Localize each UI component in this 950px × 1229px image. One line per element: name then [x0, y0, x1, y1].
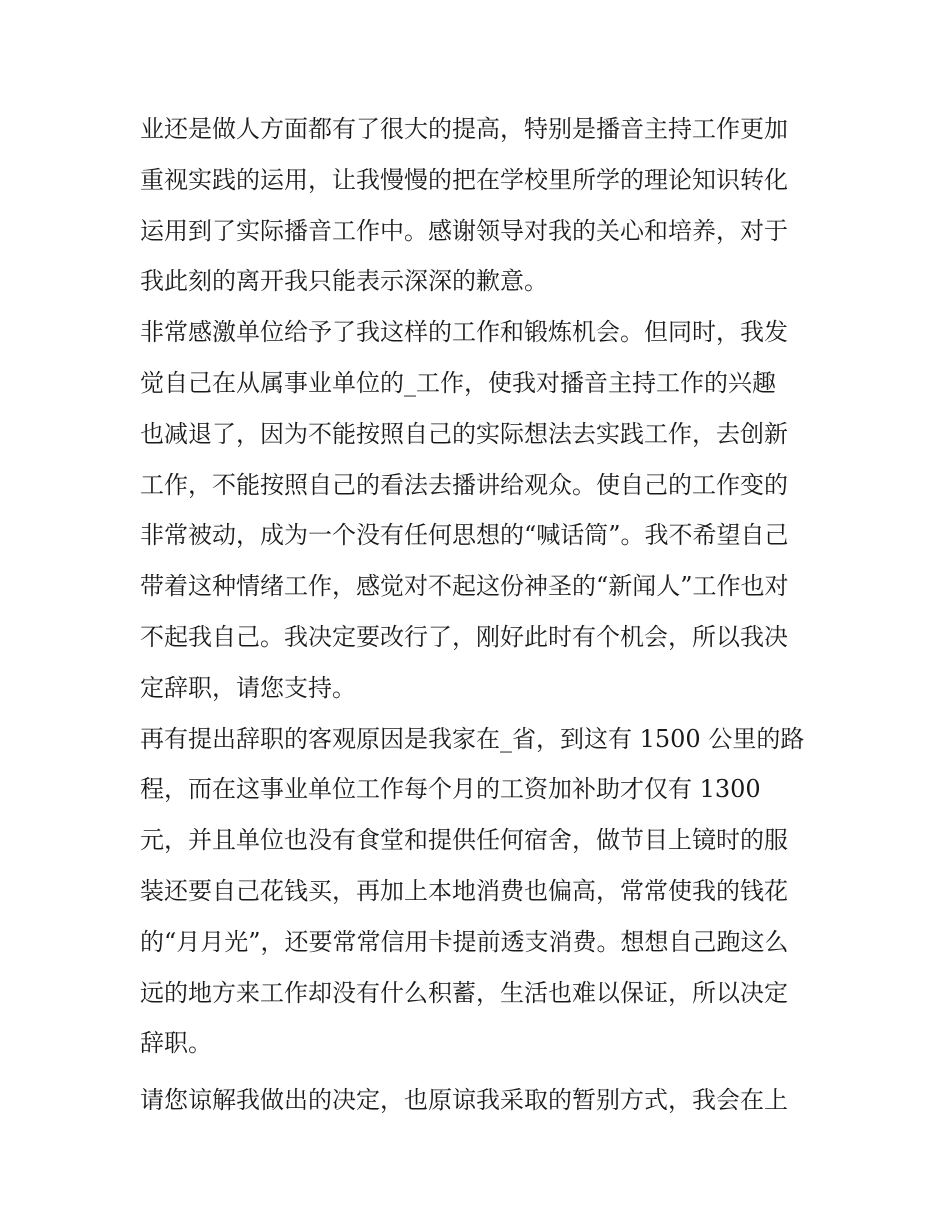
- text-line: 装还要自己花钱买，再加上本地消费也偏高，常常使我的钱花: [140, 876, 788, 905]
- text-line: 我此刻的离开我只能表示深深的歉意。: [140, 267, 548, 296]
- text-line: 非常感激单位给予了我这样的工作和锻炼机会。但同时，我发: [140, 318, 788, 347]
- text-line: 觉自己在从属事业单位的_工作，使我对播音主持工作的兴趣: [140, 368, 776, 397]
- paragraph-4: [140, 1075, 820, 1126]
- text-line: 工作，不能按照自己的看法去播讲给观众。使自己的工作变的: [140, 470, 788, 499]
- paragraph-2: [140, 307, 820, 713]
- text-line: 程，而在这事业单位工作每个月的工资加补助才仅有 1300: [140, 775, 761, 804]
- text-line: 定辞职，请您支持。: [140, 673, 356, 702]
- paragraph-3: [140, 714, 820, 1070]
- paragraph-1: [140, 104, 820, 307]
- text-line: 辞职。: [140, 1029, 212, 1058]
- text-line: 重视实践的运用，让我慢慢的把在学校里所学的理论知识转化: [140, 165, 788, 194]
- text-line: 业还是做人方面都有了很大的提高，特别是播音主持工作更加: [140, 115, 788, 143]
- text-line: 请您谅解我做出的决定，也原谅我采取的暂别方式，我会在上: [140, 1086, 788, 1115]
- document-body: [140, 104, 820, 1126]
- text-line: 再有提出辞职的客观原因是我家在_省，到这有 1500 公里的路: [140, 724, 805, 753]
- text-line: 元，并且单位也没有食堂和提供任何宿舍，做节目上镜时的服: [140, 826, 788, 855]
- text-line: 带着这种情绪工作，感觉对不起这份神圣的“新闻人”工作也对: [140, 572, 789, 601]
- text-line: 运用到了实际播音工作中。感谢领导对我的关心和培养，对于: [140, 216, 788, 245]
- text-line: 也减退了，因为不能按照自己的实际想法去实践工作，去创新: [140, 419, 788, 448]
- text-line: 的“月月光”，还要常常信用卡提前透支消费。想想自己跑这么: [140, 927, 789, 956]
- text-line: 不起我自己。我决定要改行了，刚好此时有个机会，所以我决: [140, 622, 788, 651]
- text-line: 远的地方来工作却没有什么积蓄，生活也难以保证，所以决定: [140, 978, 788, 1007]
- text-line: 非常被动，成为一个没有任何思想的“喊话筒”。我不希望自己: [140, 521, 789, 550]
